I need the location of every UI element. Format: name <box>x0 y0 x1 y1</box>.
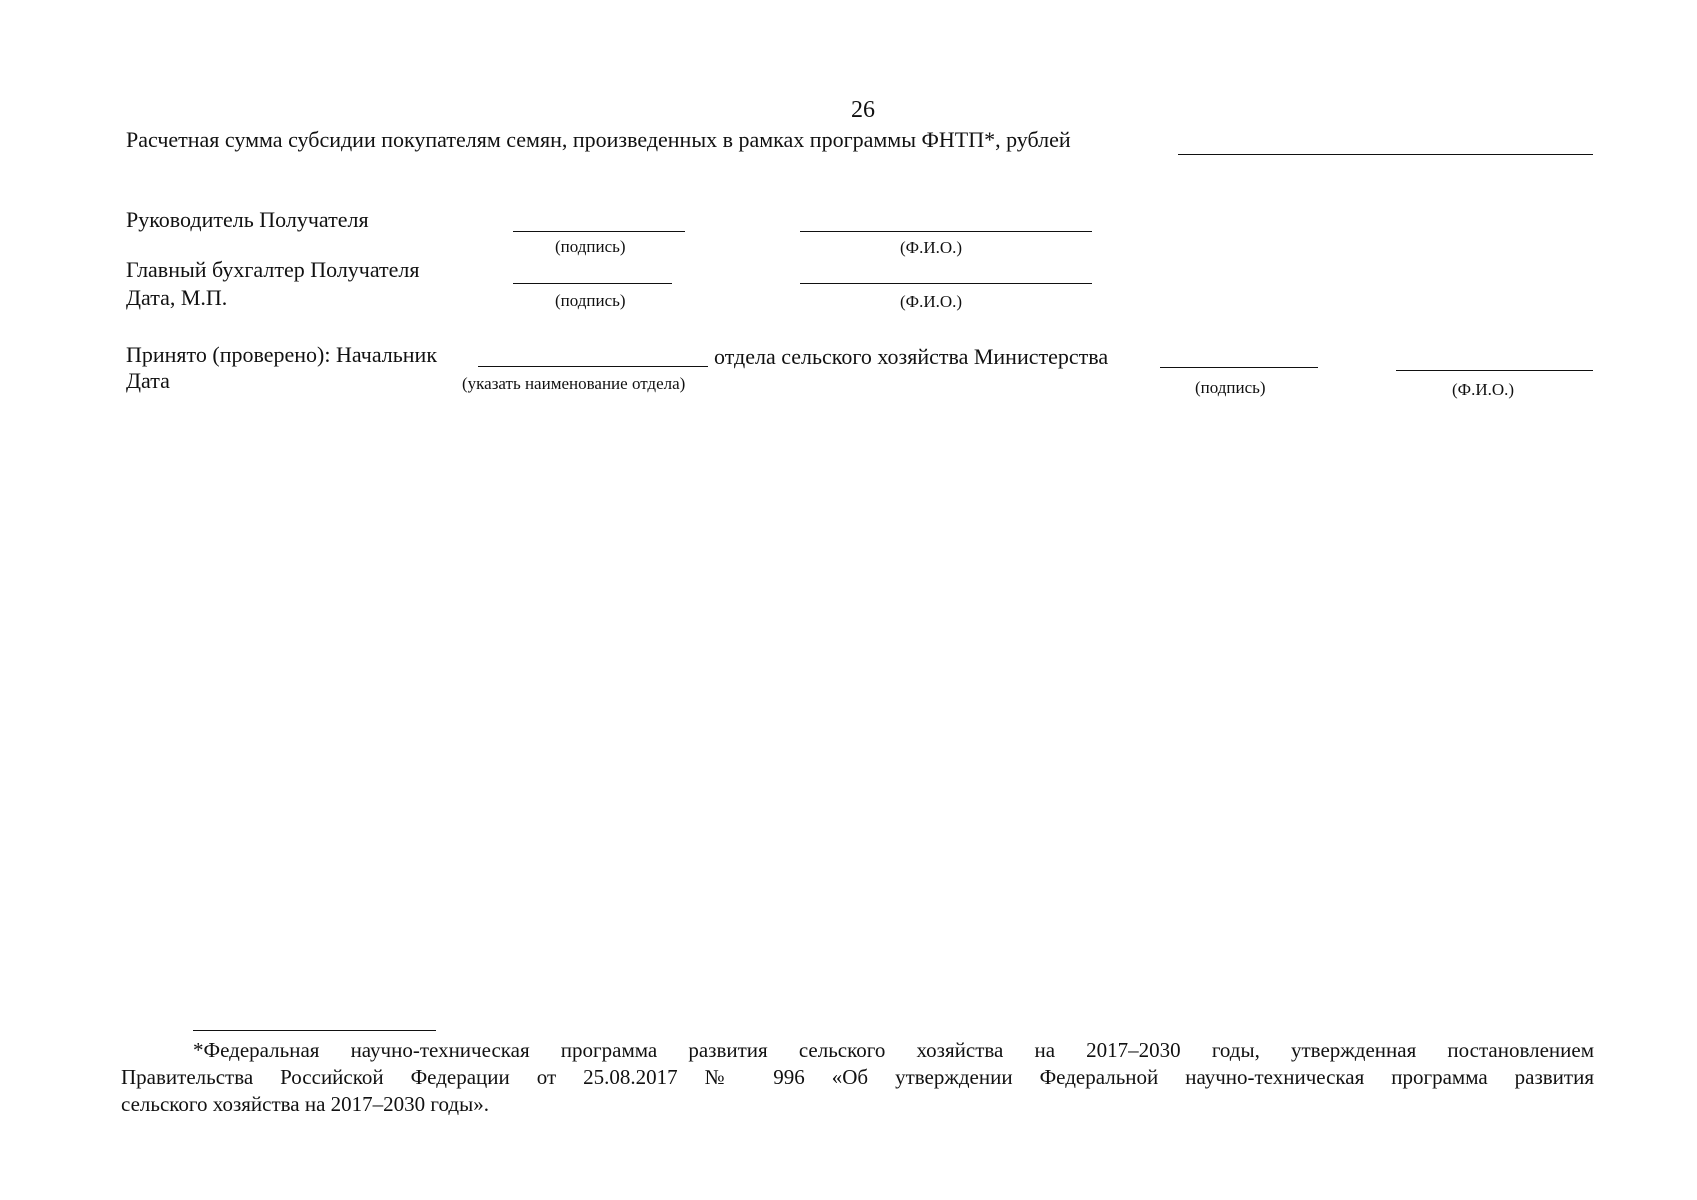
accepted-fio-field[interactable] <box>1396 370 1593 371</box>
accountant-fio-caption: (Ф.И.О.) <box>900 292 963 311</box>
page-number: 26 <box>851 97 875 123</box>
accountant-fio-field[interactable] <box>800 283 1092 284</box>
footnote-line-3: сельского хозяйства на 2017–2030 годы». <box>121 1092 489 1116</box>
accountant-signature-field[interactable] <box>513 283 672 284</box>
department-name-field[interactable] <box>478 366 708 367</box>
subsidy-amount-label: Расчетная сумма субсидии покупателям семян, произведенных в рамках программы ФНТП*, рублей <box>126 127 1071 152</box>
accepted-signature-caption: (подпись) <box>1195 378 1266 397</box>
accepted-date-label: Дата <box>126 368 170 393</box>
accepted-prefix: Принято (проверено): Начальник <box>126 342 438 367</box>
head-signature-field[interactable] <box>513 231 685 232</box>
accepted-middle: отдела сельского хозяйства Министерства <box>714 344 1109 369</box>
accountant-signature-caption: (подпись) <box>555 291 626 310</box>
footnote-separator <box>193 1030 436 1031</box>
accepted-fio-caption: (Ф.И.О.) <box>1452 380 1515 399</box>
head-fio-field[interactable] <box>800 231 1092 232</box>
head-fio-caption: (Ф.И.О.) <box>900 238 963 257</box>
accepted-signature-field[interactable] <box>1160 367 1318 368</box>
date-seal-label: Дата, М.П. <box>126 285 228 310</box>
footnote-line-2: Правительства Российской Федерации от 25.08.2017 № 996 «Об утверждении Федеральной научно-техническая программа развития <box>121 1065 1594 1089</box>
footnote-line-1: *Федеральная научно-техническая программа развития сельского хозяйства на 2017–2030 годы, утвержденная постановлением <box>193 1038 1594 1062</box>
department-caption: (указать наименование отдела) <box>462 374 686 393</box>
head-signature-caption: (подпись) <box>555 237 626 256</box>
footnote <box>121 1037 1594 1118</box>
head-label: Руководитель Получателя <box>126 207 369 232</box>
subsidy-amount-field[interactable] <box>1178 154 1593 155</box>
accountant-label: Главный бухгалтер Получателя <box>126 257 420 282</box>
